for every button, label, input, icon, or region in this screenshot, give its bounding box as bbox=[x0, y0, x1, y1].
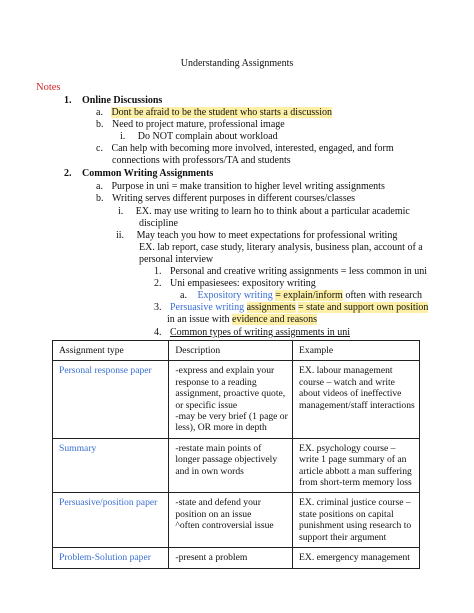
list-item-text: Do NOT complain about workload bbox=[137, 131, 278, 142]
assignment-type-cell: Summary bbox=[53, 438, 169, 493]
list-item-text: in an issue with bbox=[167, 314, 230, 325]
list-marker: c. bbox=[96, 143, 103, 154]
list-item-text: May teach you how to meet expectations for professional writing bbox=[136, 230, 398, 241]
description-cell: -state and defend your position on an issue ^often controversial issue bbox=[169, 493, 293, 548]
list-marker: a. bbox=[96, 181, 103, 192]
table-row bbox=[53, 548, 420, 568]
list-item bbox=[154, 302, 428, 314]
list-item bbox=[154, 278, 316, 290]
description-cell: -present a problem bbox=[169, 548, 293, 568]
list-marker: a. bbox=[180, 290, 187, 301]
assignment-type-cell: Personal response paper bbox=[53, 361, 169, 438]
table-header-cell: Assignment type bbox=[53, 341, 169, 361]
description-cell: -restate main points of longer passage objectively and in own words bbox=[169, 438, 293, 493]
highlighted-text: = explain/inform bbox=[275, 290, 343, 301]
list-item-continuation bbox=[167, 314, 317, 326]
assignment-type-cell: Persuasive/position paper bbox=[53, 493, 169, 548]
table-header-row bbox=[53, 341, 420, 361]
list-item-text: Purpose in uni = make transition to higher level writing assignments bbox=[111, 181, 385, 192]
example-cell: EX. psychology course – write 1 page summary of an article abbott a man suffering from short-term memory loss bbox=[293, 438, 420, 493]
notes-heading: Notes bbox=[36, 82, 61, 93]
list-item bbox=[154, 266, 427, 278]
example-cell: EX. criminal justice course – state positions on capital punishment using research to support their argument bbox=[293, 493, 420, 548]
list-item-continuation: discipline bbox=[139, 218, 178, 229]
list-item-text: Need to project mature, professional image bbox=[112, 119, 285, 130]
highlighted-text: assignments bbox=[246, 302, 296, 313]
term-persuasive: Persuasive writing bbox=[170, 302, 245, 313]
list-marker: b. bbox=[96, 119, 104, 130]
page-title: Understanding Assignments bbox=[180, 58, 294, 69]
table-row bbox=[53, 493, 420, 548]
section-2-heading bbox=[64, 168, 213, 180]
assignment-types-table bbox=[52, 340, 420, 569]
table-row bbox=[53, 361, 420, 438]
list-marker: i. bbox=[118, 206, 124, 217]
highlighted-text: evidence and reasons bbox=[232, 314, 317, 325]
list-item bbox=[96, 143, 394, 155]
list-item-text: Uni empasiesees: expository writing bbox=[170, 278, 316, 289]
list-item bbox=[96, 119, 285, 131]
list-item-text: Common types of writing assignments in uni bbox=[170, 327, 350, 338]
list-item bbox=[96, 107, 332, 119]
table-header-cell: Example bbox=[293, 341, 420, 361]
list-item bbox=[120, 131, 278, 143]
term-expository: Expository writing bbox=[197, 290, 273, 301]
list-item-continuation: connections with professors/TA and students bbox=[112, 155, 291, 166]
list-marker: 2. bbox=[154, 278, 162, 289]
highlighted-text: = state and support own position bbox=[298, 302, 429, 313]
section-1-number: 1. bbox=[64, 95, 72, 106]
list-marker: 4. bbox=[154, 327, 162, 338]
example-cell: EX. emergency management bbox=[293, 548, 420, 568]
list-item-continuation: EX. lab report, case study, literary analysis, business plan, account of a bbox=[139, 242, 423, 253]
list-marker: 1. bbox=[154, 266, 162, 277]
list-marker: 3. bbox=[154, 302, 162, 313]
section-2-number: 2. bbox=[64, 168, 72, 179]
section-1-title: Online Discussions bbox=[82, 95, 163, 106]
list-item bbox=[180, 290, 422, 302]
list-item bbox=[118, 206, 410, 218]
assignment-type-cell: Problem-Solution paper bbox=[53, 548, 169, 568]
section-2-title: Common Writing Assignments bbox=[82, 168, 214, 179]
list-marker: i. bbox=[120, 131, 126, 142]
table-row bbox=[53, 438, 420, 493]
list-item-text: Dont be afraid to be the student who starts a discussion bbox=[111, 107, 332, 118]
list-marker: ii. bbox=[116, 230, 125, 241]
list-item bbox=[96, 193, 355, 205]
list-item-text: Writing serves different purposes in different courses/classes bbox=[112, 193, 356, 204]
section-1-heading bbox=[64, 95, 162, 107]
list-item-continuation: personal interview bbox=[139, 254, 214, 265]
list-item bbox=[154, 327, 350, 339]
list-item-text: EX. may use writing to learn ho to think about a particular academic bbox=[135, 206, 410, 217]
list-marker: a. bbox=[96, 107, 103, 118]
list-item-text: Can help with becoming more involved, interested, engaged, and form bbox=[111, 143, 394, 154]
list-item bbox=[96, 181, 385, 193]
list-item-text: often with research bbox=[345, 290, 422, 301]
list-item bbox=[116, 230, 397, 242]
list-marker: b. bbox=[96, 193, 104, 204]
example-cell: EX. labour management course – watch and write about videos of ineffective management/staff interactions bbox=[293, 361, 420, 438]
table-header-cell: Description bbox=[169, 341, 293, 361]
description-cell: -express and explain your response to a reading assignment, proactive quote, or specific issue -may be very brief (1 page or less), OR more in depth bbox=[169, 361, 293, 438]
list-item-text: Personal and creative writing assignments = less common in uni bbox=[170, 266, 427, 277]
